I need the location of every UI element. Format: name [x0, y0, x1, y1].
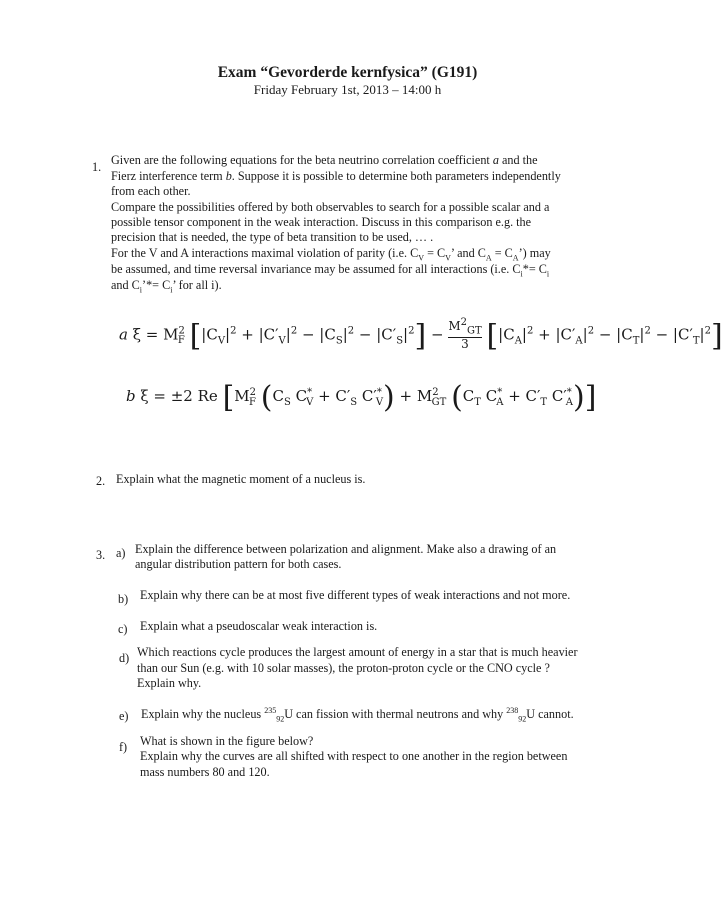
q3d-line: Which reactions cycle produces the largest amount of energy in a star that is much heavier: [137, 645, 578, 659]
q3b-label: b): [118, 592, 129, 606]
q3-number: 3.: [96, 548, 106, 562]
q1-line: be assumed, and time reversal invariance may be assumed for all interactions (i.e. $C_i*= C_i$: [111, 262, 550, 279]
q3f-line: What is shown in the figure below?: [140, 734, 314, 748]
q3c-label: c): [118, 622, 128, 636]
q3f-line: Explain why the curves are all shifted with respect to one another in the region between: [140, 749, 568, 763]
q1-line: Given are the following equations for the beta neutrino correlation coefficient a and the: [111, 153, 538, 167]
q1-number: 1.: [92, 160, 102, 174]
q3c-text: Explain what a pseudoscalar weak interaction is.: [140, 619, 378, 633]
q1-line: precision that is needed, the type of beta transition to be used, … .: [111, 230, 434, 244]
exam-title: Exam “Gevorderde kernfysica” (G191): [217, 64, 478, 81]
q3e-text: Explain why the nucleus $^{235}_{92}$U can fission with thermal neutrons and why $^{238}_{92}$U cannot.: [141, 706, 574, 724]
q3f-label: f): [119, 740, 128, 754]
q3a-line: angular distribution pattern for both cases.: [135, 557, 342, 571]
q2-text: Explain what the magnetic moment of a nucleus is.: [116, 472, 366, 486]
q2-number: 2.: [96, 474, 106, 488]
q1-line: possible tensor component in the weak interaction. Discuss in this comparison e.g. the: [111, 215, 532, 229]
equation-b: b ξ = ±2 Re [$M^2_F$ ($C_S$ $C^*_V + C'_S$ $C'^*_V) + M^2_{GT}$ ($C_T$ $C^*_A + C'_T$ $C'^*_A$)]: [126, 380, 597, 415]
q1-line: from each other.: [111, 184, 191, 198]
q1-line: and $C_i’*= C_i$’ for all i).: [111, 278, 222, 295]
q3d-label: d): [119, 651, 130, 665]
q3a-line: Explain the difference between polarization and alignment. Make also a drawing of an: [135, 542, 557, 556]
q3d-line: Explain why.: [137, 676, 202, 690]
q1-line: Fierz interference term b. Suppose it is possible to determine both parameters independently: [111, 169, 561, 183]
q1-line: Compare the possibilities offered by both observables to search for a possible scalar and a: [111, 200, 550, 214]
q3a-label: a): [116, 546, 126, 560]
exam-date: Friday February 1st, 2013 – 14:00 h: [253, 82, 442, 97]
equation-a: a $\xi = M^2_F$ $[|C_V|^2 + |C'_V|^2 - |C_S|^2 - |C'_S|^2]$ − $\frac{M^2_{GT}}{3}$ $[|C_A|^2 + |C'_A|^2 - |C_T|^2 - |C'_T|^2]$: [119, 317, 723, 354]
q3e-label: e): [119, 709, 129, 723]
q3d-line: than our Sun (e.g. with 10 solar masses), the proton-proton cycle or the CNO cycle ?: [137, 661, 550, 675]
q1-line: For the V and A interactions maximal violation of parity (i.e. $C_V = C_V$’ and $C_A$ = $C_A$’) may: [111, 246, 551, 263]
q3f-line: mass numbers 80 and 120.: [140, 765, 270, 779]
q3b-text: Explain why there can be at most five different types of weak interactions and not more.: [140, 588, 571, 602]
